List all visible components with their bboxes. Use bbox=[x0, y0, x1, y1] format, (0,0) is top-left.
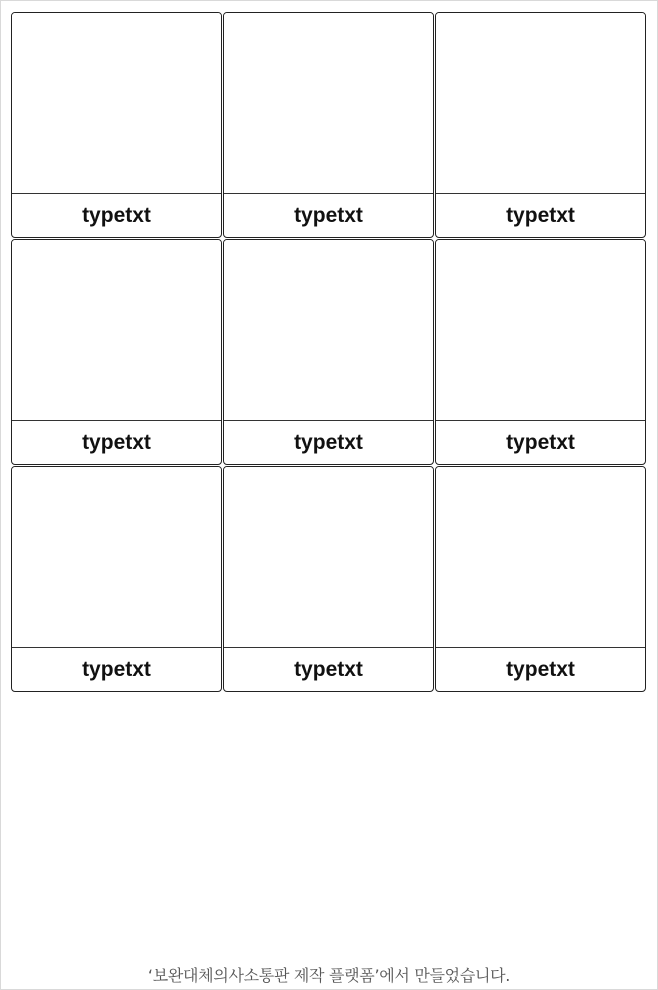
symbol-image-placeholder bbox=[436, 13, 645, 194]
symbol-card-8[interactable] bbox=[223, 466, 434, 692]
symbol-card-2[interactable] bbox=[223, 12, 434, 238]
symbol-card-6[interactable] bbox=[435, 239, 646, 465]
symbol-card-label: typetxt bbox=[506, 203, 575, 227]
symbol-card-label: typetxt bbox=[294, 657, 363, 681]
symbol-image-placeholder bbox=[224, 467, 433, 648]
symbol-card-label: typetxt bbox=[82, 430, 151, 454]
symbol-card-label: typetxt bbox=[294, 430, 363, 454]
symbol-card-label: typetxt bbox=[82, 203, 151, 227]
footer-credit-text: ‘보완대체의사소통판 제작 플랫폼’에서 만들었습니다. bbox=[147, 966, 511, 985]
symbol-image-placeholder bbox=[436, 467, 645, 648]
symbol-card-9[interactable] bbox=[435, 466, 646, 692]
symbol-card-label: typetxt bbox=[294, 203, 363, 227]
symbol-image-placeholder bbox=[12, 467, 221, 648]
symbol-card-label: typetxt bbox=[506, 657, 575, 681]
symbol-image-placeholder bbox=[12, 13, 221, 194]
symbol-image-placeholder bbox=[436, 240, 645, 421]
symbol-card-label: typetxt bbox=[82, 657, 151, 681]
symbol-card-7[interactable] bbox=[11, 466, 222, 692]
symbol-card-3[interactable] bbox=[435, 12, 646, 238]
symbol-image-placeholder bbox=[224, 13, 433, 194]
symbol-image-placeholder bbox=[12, 240, 221, 421]
symbol-card-5[interactable] bbox=[223, 239, 434, 465]
symbol-card-1[interactable] bbox=[11, 12, 222, 238]
symbol-card-label: typetxt bbox=[506, 430, 575, 454]
symbol-image-placeholder bbox=[224, 240, 433, 421]
communication-board-grid bbox=[11, 12, 646, 692]
symbol-card-4[interactable] bbox=[11, 239, 222, 465]
